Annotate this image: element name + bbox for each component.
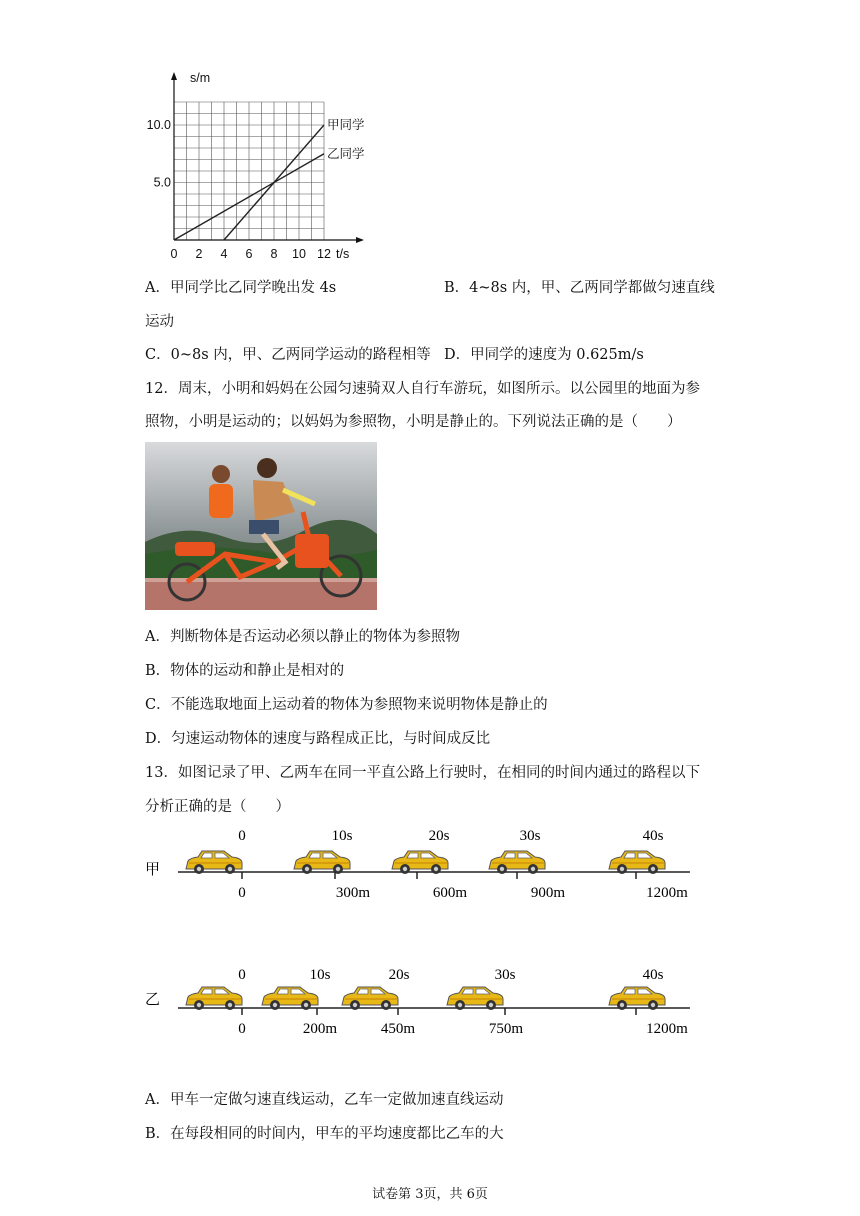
- q12-option-d: D．匀速运动物体的速度与路程成正比，与时间成反比: [145, 731, 491, 747]
- distance-label-yi: 0: [238, 1021, 246, 1037]
- q13-stem-line1: 13．如图记录了甲、乙两车在同一平直公路上行驶时，在相同的时间内通过的路程以下: [145, 765, 700, 781]
- car-jia: [294, 851, 350, 874]
- time-label-yi: 30s: [494, 967, 516, 983]
- time-label-jia: 20s: [428, 828, 450, 844]
- q12-stem-line2: 照物，小明是运动的；以妈妈为参照物，小明是静止的。下列说法正确的是（ ）: [145, 414, 682, 430]
- y-tick-label: 5.0: [153, 175, 171, 190]
- q13-stem-line2: 分析正确的是（ ）: [145, 799, 290, 815]
- car-motion-figure: [140, 820, 700, 1050]
- x-tick-label: 4: [220, 247, 228, 260]
- car-yi: [186, 987, 242, 1010]
- distance-label-jia: 900m: [530, 885, 566, 901]
- car-jia: [186, 851, 242, 874]
- y-axis-label: s/m: [190, 71, 211, 85]
- time-label-jia: 0: [238, 828, 246, 844]
- distance-label-yi: 200m: [302, 1021, 338, 1037]
- q12-option-b: B．物体的运动和静止是相对的: [145, 663, 345, 679]
- q12-option-c: C．不能选取地面上运动着的物体为参照物来说明物体是静止的: [145, 697, 548, 713]
- time-label-yi: 20s: [388, 967, 410, 983]
- distance-label-yi: 450m: [380, 1021, 416, 1037]
- page-footer: 试卷第 3页，共 6页: [372, 1187, 488, 1202]
- x-tick-label: 12: [317, 247, 331, 260]
- y-axis-arrow: [171, 72, 177, 80]
- q13-option-a: A．甲车一定做匀速直线运动，乙车一定做加速直线运动: [145, 1092, 504, 1108]
- q11-option-b-cont: 运动: [145, 314, 174, 330]
- car-jia: [609, 851, 665, 874]
- x-tick-label: 6: [245, 247, 253, 260]
- time-label-yi: 10s: [309, 967, 331, 983]
- x-tick-label: 8: [270, 247, 278, 260]
- chart-grid: [174, 102, 324, 240]
- x-tick-label: 0: [170, 247, 178, 260]
- q11-option-b: B．4~8s 内，甲、乙两同学都做匀速直线: [444, 280, 715, 296]
- car-jia: [392, 851, 448, 874]
- distance-label-jia: 0: [238, 885, 246, 901]
- chart-labels: [147, 71, 365, 260]
- tandem-bike-photo: [145, 442, 377, 610]
- distance-label-yi: 750m: [488, 1021, 524, 1037]
- time-label-jia: 40s: [642, 828, 664, 844]
- x-axis-arrow: [356, 237, 364, 243]
- car-yi: [342, 987, 398, 1010]
- q12-option-a: A．判断物体是否运动必须以静止的物体为参照物: [145, 629, 460, 645]
- q11-option-d: D．甲同学的速度为 0.625m/s: [444, 347, 644, 363]
- car-yi: [262, 987, 318, 1010]
- time-label-yi: 40s: [642, 967, 664, 983]
- time-label-jia: 30s: [519, 828, 541, 844]
- time-label-yi: 0: [238, 967, 246, 983]
- series-label: 甲同学: [327, 117, 365, 132]
- q11-option-a: A．甲同学比乙同学晚出发 4s: [145, 280, 337, 296]
- q13-option-b: B．在每段相同的时间内，甲车的平均速度都比乙车的大: [145, 1126, 504, 1142]
- distance-label-jia: 600m: [432, 885, 468, 901]
- car-yi-label: 乙: [145, 990, 161, 1008]
- y-tick-label: 10.0: [146, 118, 171, 132]
- distance-label-jia: 1200m: [646, 885, 688, 901]
- distance-label-jia: 300m: [335, 885, 371, 901]
- x-tick-label: 10: [292, 247, 306, 260]
- car-jia-label: 甲: [145, 860, 161, 878]
- car-jia: [489, 851, 545, 874]
- x-tick-label: 2: [195, 247, 203, 260]
- time-label-jia: 10s: [331, 828, 353, 844]
- x-axis-label: t/s: [336, 247, 350, 260]
- series-label: 乙同学: [327, 145, 365, 161]
- car-yi: [447, 987, 503, 1010]
- distance-time-chart: [140, 60, 380, 260]
- q12-stem-line1: 12．周末，小明和妈妈在公园匀速骑双人自行车游玩，如图所示。以公园里的地面为参: [145, 381, 700, 397]
- car-yi: [609, 987, 665, 1010]
- distance-label-yi: 1200m: [646, 1021, 688, 1037]
- q11-option-c: C．0~8s 内，甲、乙两同学运动的路程相等: [145, 347, 431, 363]
